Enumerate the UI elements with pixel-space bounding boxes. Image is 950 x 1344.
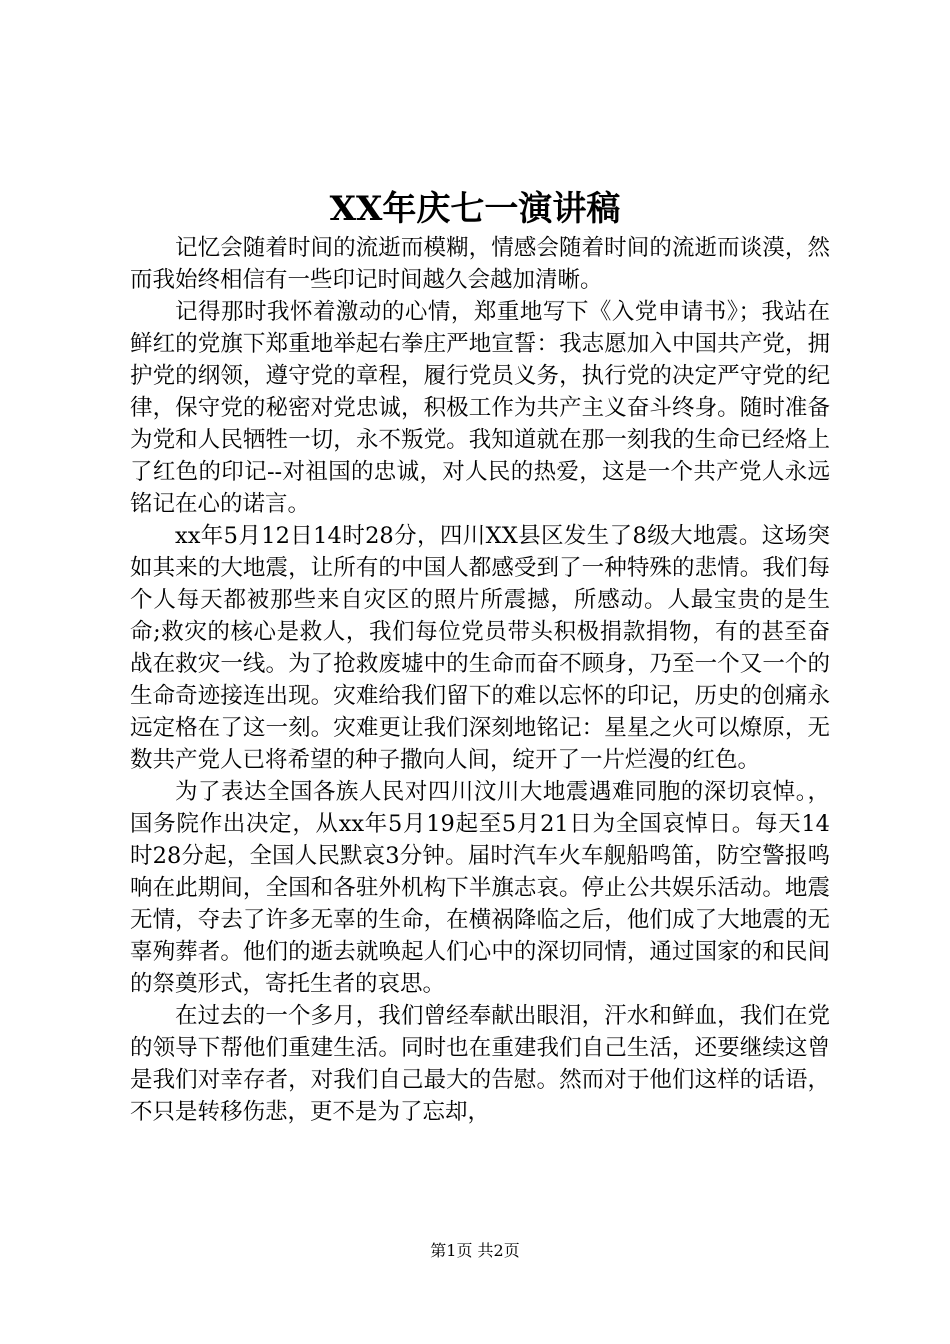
paragraph: 在过去的一个多月，我们曾经奉献出眼泪，汗水和鲜血，我们在党的领导下帮他们重建生活。同时也在重建我们自己生活，还要继续这曾是我们对幸存者，对我们自己最大的告慰。然而对于他们这样的话语，不只是转移伤悲，更不是为了忘却， (130, 1003, 830, 1125)
paragraph: 记得那时我怀着激动的心情，郑重地写下《入党申请书》；我站在鲜红的党旗下郑重地举起右拳庄严地宣誓：我志愿加入中国共产党，拥护党的纲领，遵守党的章程，履行党员义务，执行党的决定严守党的纪律，保守党的秘密对党忠诚，积极工作为共产主义奋斗终身。随时准备为党和人民牺牲一切，永不叛党。我知道就在那一刻我的生命已经烙上了红色的印记--对祖国的忠诚，对人民的热爱，这是一个共产党人永远铭记在心的诺言。 (130, 299, 830, 517)
paragraph: xx年5月12日14时28分，四川XX县区发生了8级大地震。这场突如其来的大地震，让所有的中国人都感受到了一种特殊的悲情。我们每个人每天都被那些来自灾区的照片所震撼，所感动。人最宝贵的是生命;救灾的核心是救人，我们每位党员带头积极捐款捐物，有的甚至奋战在救灾一线。为了抢救废墟中的生命而奋不顾身，乃至一个又一个的生命奇迹接连出现。灾难给我们留下的难以忘怀的印记，历史的创痛永远定格在了这一刻。灾难更让我们深刻地铭记：星星之火可以燎原，无数共产党人已将希望的种子撒向人间，绽开了一片烂漫的红色。 (130, 523, 830, 773)
paragraph: 记忆会随着时间的流逝而模糊，情感会随着时间的流逝而谈漠，然而我始终相信有一些印记时间越久会越加清晰。 (130, 235, 830, 293)
document-body (130, 232, 830, 1128)
page-number-footer: 第1页 共2页 (430, 1241, 520, 1260)
document-title: XX年庆七一演讲稿 (329, 189, 621, 229)
paragraph: 为了表达全国各族人民对四川汶川大地震遇难同胞的深切哀悼。，国务院作出决定，从xx年5月19起至5月21日为全国哀悼日。每天14时28分起，全国人民默哀3分钟。届时汽车火车舰船鸣笛，防空警报鸣响在此期间，全国和各驻外机构下半旗志哀。停止公共娱乐活动。地震无情，夺去了许多无辜的生命，在横祸降临之后，他们成了大地震的无辜殉葬者。他们的逝去就唤起人们心中的深切同情，通过国家的和民间的祭奠形式，寄托生者的哀思。 (130, 779, 830, 997)
